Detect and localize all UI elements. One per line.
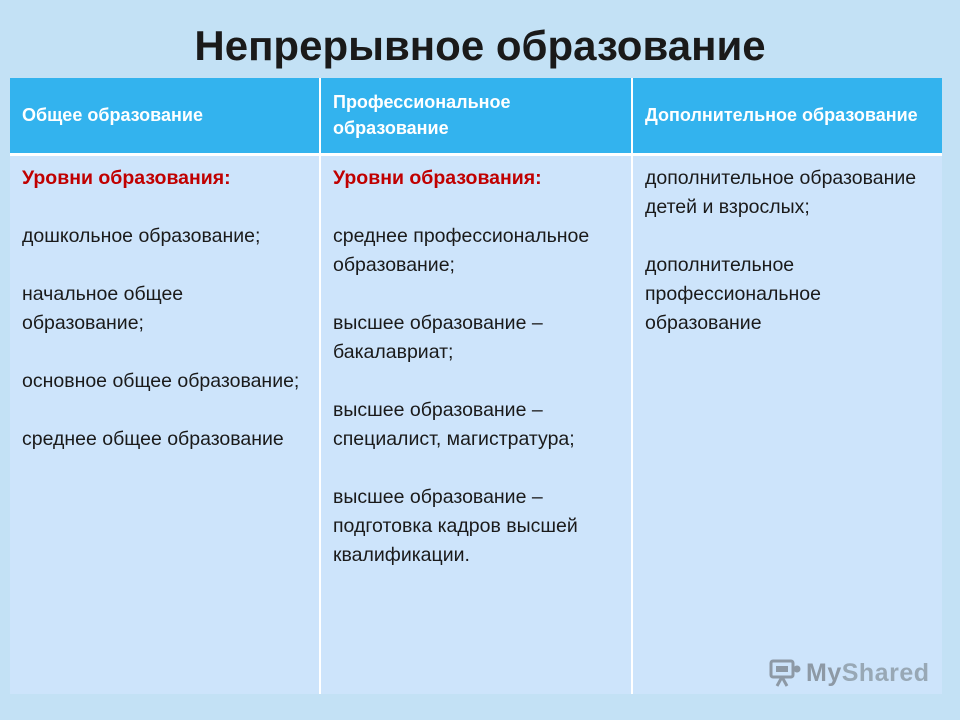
- list-item: высшее образование – подготовка кадров высшей квалификации.: [333, 485, 578, 566]
- levels-heading: Уровни образования:: [333, 166, 542, 189]
- watermark-my: My: [806, 658, 842, 687]
- list-item: дошкольное образование;: [22, 224, 261, 247]
- list-item: высшее образование – специалист, магистратура;: [333, 398, 575, 450]
- list-item: высшее образование – бакалавриат;: [333, 311, 543, 363]
- list-item: основное общее образование;: [22, 369, 300, 392]
- header-professional-education: Профессиональное образование: [320, 78, 632, 154]
- watermark-shared: Shared: [841, 658, 930, 687]
- table-body-row: [10, 154, 942, 694]
- list-item: среднее общее образование: [22, 427, 284, 450]
- watermark-text: [806, 659, 930, 688]
- list-item: дополнительное образование детей и взрослых;: [645, 166, 917, 218]
- levels-heading: Уровни образования:: [22, 166, 231, 189]
- table-header-row: [10, 78, 942, 154]
- header-general-education: Общее образование: [10, 78, 320, 154]
- professional-education-cell: [320, 154, 632, 694]
- header-additional-education: Дополнительное образование: [632, 78, 942, 154]
- list-item: дополнительное профессиональное образование: [645, 253, 821, 334]
- education-table: [10, 78, 942, 694]
- myshared-watermark: [768, 655, 930, 691]
- list-item: среднее профессиональное образование;: [333, 224, 590, 276]
- list-item: начальное общее образование;: [22, 282, 184, 334]
- additional-education-cell: [632, 154, 942, 694]
- presentation-board-icon: [768, 658, 802, 688]
- general-education-cell: [10, 154, 320, 694]
- slide-title: Непрерывное образование: [194, 22, 766, 69]
